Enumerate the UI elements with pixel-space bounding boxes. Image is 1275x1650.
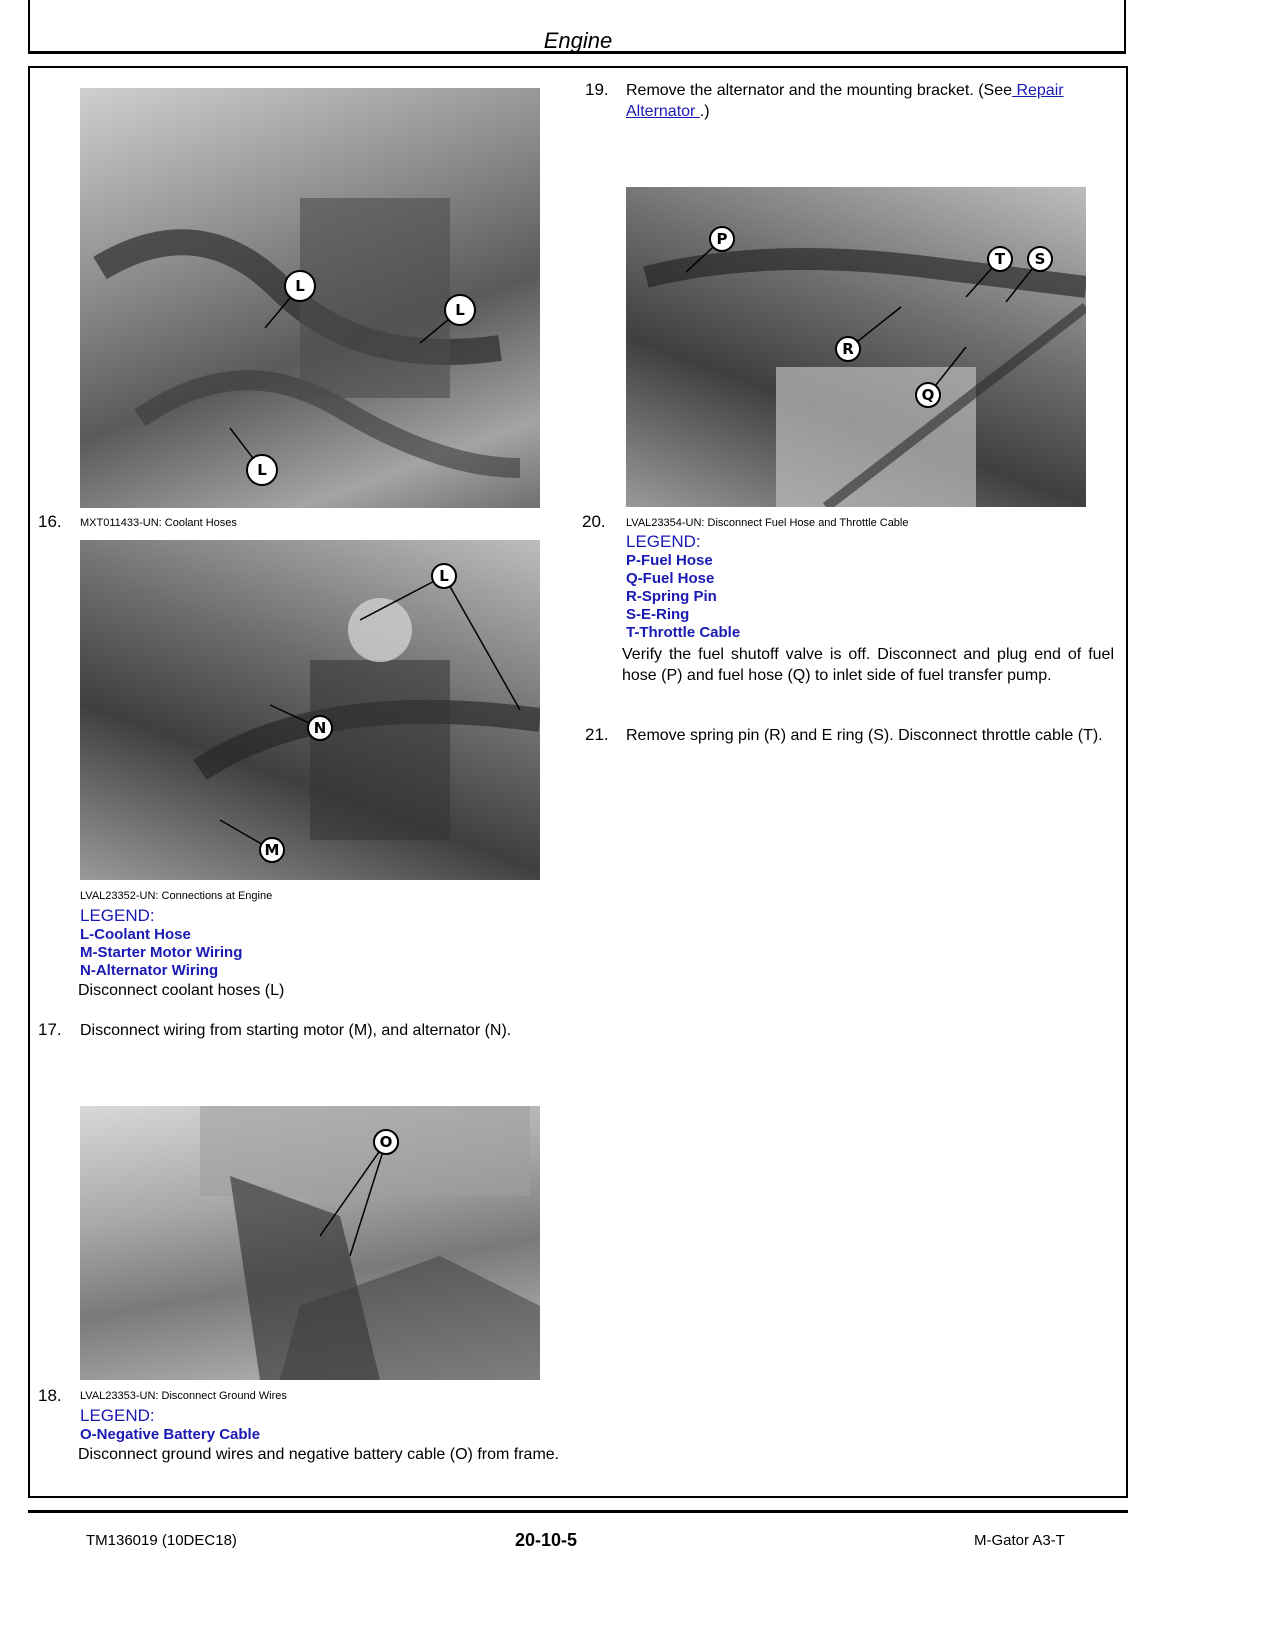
fig2-caption: LVAL23352-UN: Connections at Engine	[80, 890, 273, 902]
legend-item-o: O-Negative Battery Cable	[80, 1426, 261, 1443]
step-21-text: Remove spring pin (R) and E ring (S). Disconnect throttle cable (T).	[626, 727, 1103, 744]
callout-L-3	[247, 455, 277, 485]
step-17-number: 17.	[38, 1020, 62, 1039]
callout-M	[260, 838, 284, 862]
callout-S	[1028, 247, 1052, 271]
callout-N	[308, 716, 332, 740]
page-title: Engine	[543, 28, 613, 53]
step-19-number: 19.	[585, 80, 609, 99]
fig3-instruction: Disconnect ground wires and negative battery cable (O) from frame.	[78, 1446, 560, 1463]
fig2-legend-title: LEGEND:	[80, 906, 155, 925]
fig3-legend-title: LEGEND:	[80, 1406, 155, 1425]
svg-text:T: T	[994, 250, 1006, 268]
legend-item-n: N-Alternator Wiring	[80, 962, 219, 979]
coolant-hoses-illustration	[80, 88, 540, 508]
step-19-text	[626, 80, 1116, 122]
step-19-text-main: Remove the alternator and the mounting bracket. (See	[626, 82, 1012, 99]
svg-text:O: O	[379, 1133, 393, 1151]
svg-text:N: N	[313, 719, 327, 737]
callout-P	[710, 227, 734, 251]
fig4-instruction: Verify the fuel shutoff valve is off. Disconnect and plug end of fuel hose (P) and fuel hose (Q) to inlet side of fuel transfer pump.	[622, 646, 1114, 684]
fig2-legend-list	[80, 926, 242, 980]
step-19-text-end: .)	[699, 103, 710, 120]
step-21-number: 21.	[585, 725, 609, 744]
legend-item-q: Q-Fuel Hose	[626, 570, 715, 587]
fig3-legend-list	[80, 1426, 260, 1444]
legend-item-s: S-E-Ring	[626, 606, 690, 623]
legend-item-r: R-Spring Pin	[626, 588, 717, 605]
footer-page-number: 20-10-5	[515, 1530, 578, 1550]
svg-text:M: M	[264, 841, 280, 859]
engine-connections-illustration	[80, 540, 540, 880]
step-17-text: Disconnect wiring from starting motor (M), and alternator (N).	[80, 1022, 512, 1039]
svg-text:L: L	[257, 461, 267, 479]
footer-doc-id: TM136019 (10DEC18)	[86, 1532, 237, 1549]
fuel-hose-throttle-illustration	[626, 187, 1086, 507]
step-20-caption: LVAL23354-UN: Disconnect Fuel Hose and Throttle Cable	[626, 517, 909, 529]
ground-wires-photo	[80, 1106, 540, 1380]
callout-L-2	[445, 295, 475, 325]
svg-text:L: L	[295, 277, 305, 295]
callout-T	[988, 247, 1012, 271]
svg-text:L: L	[455, 301, 465, 319]
footer-rule	[28, 1510, 1128, 1513]
svg-text:R: R	[842, 340, 854, 358]
step-18-caption: LVAL23353-UN: Disconnect Ground Wires	[80, 1390, 287, 1402]
callout-R	[836, 337, 860, 361]
svg-text:Q: Q	[921, 386, 935, 404]
coolant-hoses-photo	[80, 88, 540, 508]
fig4-legend-list	[626, 552, 740, 642]
step-16-number: 16.	[38, 512, 62, 531]
svg-text:S: S	[1034, 250, 1046, 268]
callout-L-1	[285, 271, 315, 301]
callout-Q	[916, 383, 940, 407]
step-18-number: 18.	[38, 1386, 62, 1405]
svg-text:L: L	[439, 567, 449, 585]
step-16-caption: MXT011433-UN: Coolant Hoses	[80, 517, 237, 529]
engine-connections-photo	[80, 540, 540, 880]
legend-item-l: L-Coolant Hose	[80, 926, 191, 943]
footer-model: M-Gator A3-T	[974, 1532, 1065, 1549]
legend-item-m: M-Starter Motor Wiring	[80, 944, 243, 961]
repair-alternator-link[interactable]: Repair Alternator	[626, 82, 1064, 120]
svg-text:P: P	[716, 230, 728, 248]
callout-O	[374, 1130, 398, 1154]
fig4-legend-title: LEGEND:	[626, 532, 701, 551]
fig2-instruction: Disconnect coolant hoses (L)	[78, 982, 285, 999]
legend-item-t: T-Throttle Cable	[626, 624, 741, 641]
legend-item-p: P-Fuel Hose	[626, 552, 713, 569]
ground-wires-illustration	[80, 1106, 540, 1380]
fuel-hose-throttle-photo	[626, 187, 1086, 507]
callout-L	[432, 564, 456, 588]
step-20-number: 20.	[582, 512, 606, 531]
